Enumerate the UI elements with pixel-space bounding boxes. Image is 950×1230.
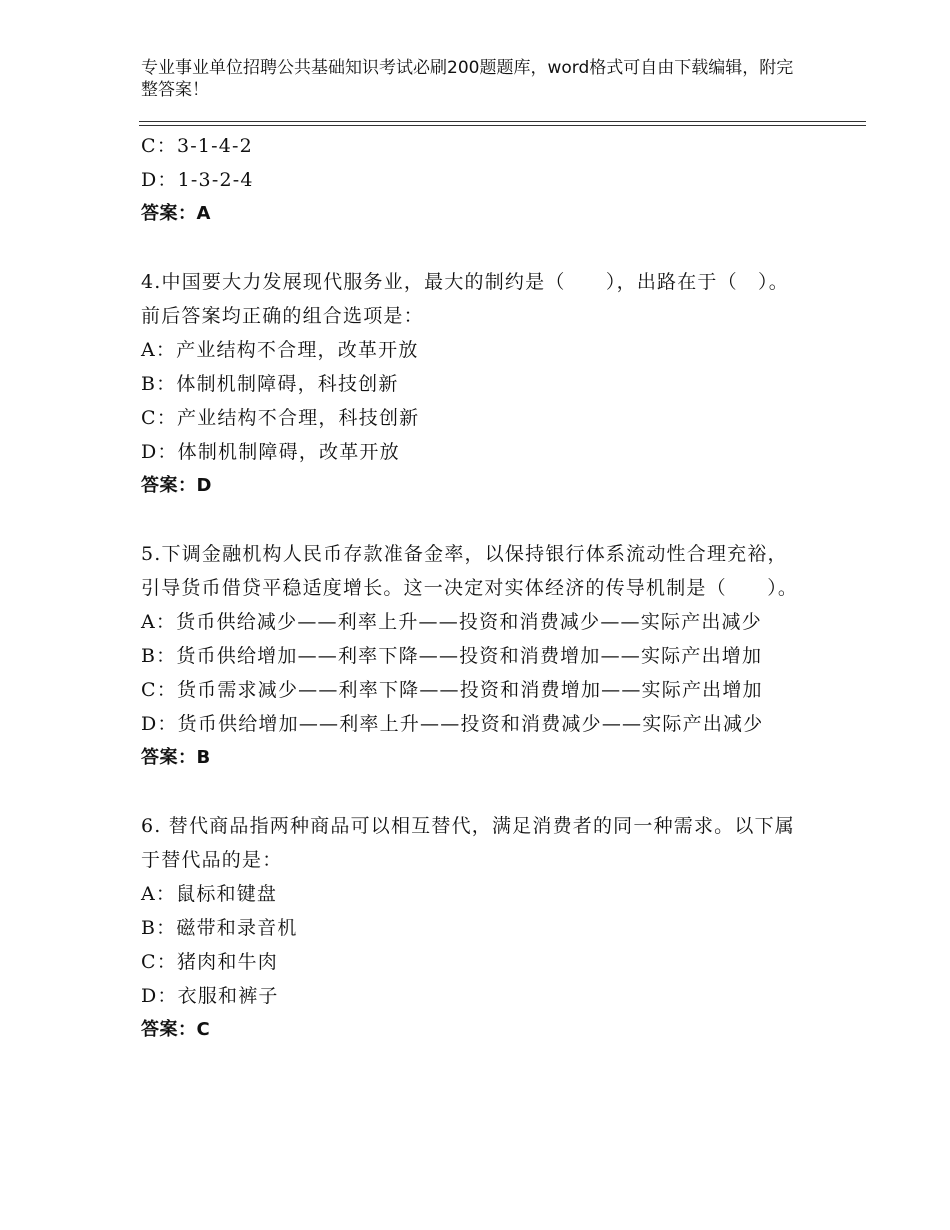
answer: 答案：D — [141, 475, 212, 496]
option-d: D：体制机制障碍，改革开放 — [141, 441, 400, 463]
header-rule — [139, 125, 866, 126]
option-c: C：货币需求减少——利率下降——投资和消费增加——实际产出增加 — [141, 679, 763, 701]
question-text: 5.下调金融机构人民币存款准备金率，以保持银行体系流动性合理充裕，引导货币借贷平稳适度增长。这一决定对实体经济的传导机制是（ ）。 — [141, 543, 799, 599]
header-rule — [139, 121, 866, 122]
option-c: C：猪肉和牛肉 — [141, 951, 278, 973]
spacer — [141, 503, 821, 537]
option-c: C：3-1-4-2 — [141, 135, 253, 157]
option-d: D：货币供给增加——利率上升——投资和消费减少——实际产出减少 — [141, 713, 764, 735]
question-text: 6. 替代商品指两种商品可以相互替代，满足消费者的同一种需求。以下属于替代品的是： — [141, 815, 795, 871]
option-a: A：鼠标和键盘 — [141, 883, 278, 905]
option-b: B：磁带和录音机 — [141, 917, 298, 939]
page-header: 专业事业单位招聘公共基础知识考试必刷200题题库，word格式可自由下载编辑，附完整答案！ — [141, 58, 794, 100]
spacer — [141, 775, 821, 809]
option-b: B：体制机制障碍，科技创新 — [141, 373, 399, 395]
answer: 答案：A — [141, 203, 211, 224]
option-a: A：产业结构不合理，改革开放 — [141, 339, 419, 361]
question-list — [141, 129, 821, 1047]
option-c: C：产业结构不合理，科技创新 — [141, 407, 420, 429]
question-text: 4.中国要大力发展现代服务业，最大的制约是（ ），出路在于（ ）。前后答案均正确的组合选项是： — [141, 271, 789, 327]
spacer — [141, 231, 821, 265]
option-a: A：货币供给减少——利率上升——投资和消费减少——实际产出减少 — [141, 611, 762, 633]
answer: 答案：B — [141, 747, 211, 768]
option-d: D：1-3-2-4 — [141, 169, 254, 191]
answer: 答案：C — [141, 1019, 211, 1040]
option-d: D：衣服和裤子 — [141, 985, 279, 1007]
option-b: B：货币供给增加——利率下降——投资和消费增加——实际产出增加 — [141, 645, 763, 667]
